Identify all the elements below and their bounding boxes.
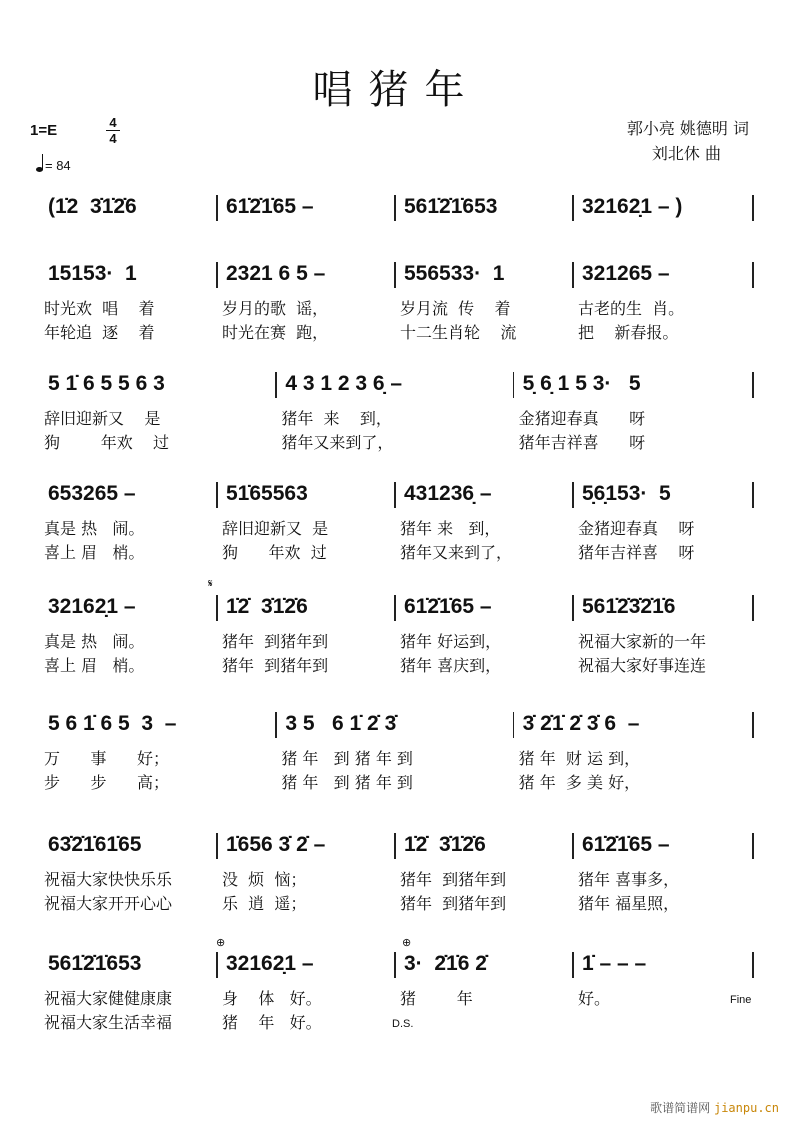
ds-marking: D.S. bbox=[392, 1018, 414, 1030]
lyric-segment: 猪年吉祥喜 呀 bbox=[578, 543, 695, 562]
measure: 653265 – bbox=[48, 482, 136, 505]
barline-end bbox=[752, 482, 754, 508]
measure: 1̇ – – – bbox=[582, 952, 647, 975]
notation-row bbox=[40, 262, 760, 296]
lyric-segment: 步 步 高； bbox=[44, 773, 170, 792]
barline bbox=[216, 952, 218, 978]
lyric-segment: 时光欢 唱 着 bbox=[44, 299, 155, 318]
measure: 431236̣ – bbox=[404, 482, 492, 505]
lyric-segment: 辞旧迎新又 是 bbox=[222, 519, 329, 538]
notation-row bbox=[40, 952, 760, 986]
barline bbox=[572, 833, 574, 859]
lyric-segment: 猪年又来到了， bbox=[281, 433, 394, 452]
segno-icon: 𝄋 bbox=[208, 578, 213, 590]
measure: 5̣ 6̣ 1 5 3· 5 bbox=[522, 372, 641, 395]
measure: 61̇2̇1̇65 – bbox=[226, 195, 314, 218]
lyric-segment: 猪 年 多 美 好， bbox=[518, 773, 641, 792]
tempo-marking bbox=[36, 158, 71, 173]
page-title: 唱猪年 bbox=[312, 67, 481, 113]
barline bbox=[394, 833, 396, 859]
lyric-verse-1 bbox=[40, 746, 760, 770]
barline-end bbox=[752, 262, 754, 288]
measure: 32162̣1 – bbox=[48, 595, 136, 618]
barline bbox=[216, 833, 218, 859]
measure: 1̇2̇ 3̇1̇2̇6 bbox=[404, 833, 486, 856]
tempo-value: = 84 bbox=[45, 158, 71, 173]
barline bbox=[572, 195, 574, 221]
measure: 561̇2̇1̇653 bbox=[404, 195, 498, 218]
lyric-verse-1 bbox=[40, 986, 760, 1010]
lyric-verse-1 bbox=[40, 629, 760, 653]
barline bbox=[216, 262, 218, 288]
lyric-segment: 猪年 喜事多， bbox=[578, 870, 680, 889]
barline bbox=[572, 262, 574, 288]
lyric-segment: 年轮追 逐 着 bbox=[44, 323, 155, 342]
measure: 63̇2̇1̇61̇65 bbox=[48, 833, 142, 856]
system-2 bbox=[40, 262, 760, 344]
lyric-segment: 猪 年 到 猪 年 到 bbox=[281, 773, 413, 792]
measure: 61̇2̇1̇65 – bbox=[404, 595, 492, 618]
lyric-segment: 身 体 好。 bbox=[222, 989, 322, 1008]
measure: 32162̣1 – bbox=[226, 952, 314, 975]
lyric-verse-1 bbox=[40, 406, 760, 430]
lyric-segment: 猪年 来 到， bbox=[400, 519, 501, 538]
lyric-segment: 猪年吉祥喜 呀 bbox=[518, 433, 646, 452]
lyric-segment: 辞旧迎新又 是 bbox=[44, 409, 161, 428]
measure: 5̣6̣153· 5 bbox=[582, 482, 671, 505]
lyric-segment: 祝福大家快快乐乐 bbox=[44, 870, 173, 889]
lyric-segment: 古老的生 肖。 bbox=[578, 299, 685, 318]
barline bbox=[572, 482, 574, 508]
lyric-segment: 喜上 眉 梢。 bbox=[44, 656, 145, 675]
lyric-segment: 祝福大家生活幸福 bbox=[44, 1013, 173, 1032]
barline-end bbox=[752, 712, 754, 738]
lyric-segment: 万 事 好； bbox=[44, 749, 170, 768]
measure: 561̇2̇1̇653 bbox=[48, 952, 142, 975]
barline bbox=[216, 195, 218, 221]
system-4 bbox=[40, 482, 760, 564]
barline bbox=[572, 595, 574, 621]
lyric-segment: 猪年 到猪年到 bbox=[400, 870, 507, 889]
watermark-cn: 歌谱简谱网 bbox=[650, 1101, 711, 1115]
lyricist: 郭小亮 姚德明 词 bbox=[626, 119, 749, 138]
credits bbox=[627, 116, 749, 166]
measure: 561̇2̇3̇2̇1̇6 bbox=[582, 595, 676, 618]
lyric-verse-2 bbox=[40, 891, 760, 915]
lyric-verse-2 bbox=[40, 430, 760, 454]
lyric-segment: 猪年 到猪年到 bbox=[400, 894, 507, 913]
lyric-segment: 狗 年欢 过 bbox=[44, 433, 170, 452]
measure: 321265 – bbox=[582, 262, 670, 285]
lyric-verse-2 bbox=[40, 653, 760, 677]
lyric-segment: 猪 年 财 运 到， bbox=[518, 749, 641, 768]
lyric-segment: 金猪迎春真 呀 bbox=[518, 409, 646, 428]
measure: 4 3 1 2 3 6̣ – bbox=[285, 372, 403, 395]
measure: 32162̣1 – ) bbox=[582, 195, 683, 218]
barline bbox=[394, 482, 396, 508]
lyric-segment: 乐 逍 遥； bbox=[222, 894, 307, 913]
measure: 15153· 1 bbox=[48, 262, 137, 285]
measure: 5 6 1̇ 6 5 3 – bbox=[48, 712, 177, 735]
lyric-segment: 祝福大家好事连连 bbox=[578, 656, 707, 675]
lyric-segment: 岁月流 传 着 bbox=[400, 299, 511, 318]
measure: 556533· 1 bbox=[404, 262, 505, 285]
lyric-segment: 猪年 福星照， bbox=[578, 894, 680, 913]
lyric-segment: 祝福大家健健康康 bbox=[44, 989, 173, 1008]
lyric-segment: 猪 年 好。 bbox=[222, 1013, 322, 1032]
lyric-segment: 猪年 到猪年到 bbox=[222, 632, 329, 651]
lyric-segment: 好。 bbox=[578, 989, 611, 1008]
time-signature-bottom: 4 bbox=[109, 131, 117, 146]
system-7 bbox=[40, 833, 760, 915]
barline bbox=[216, 595, 218, 621]
lyric-segment: 猪年 到猪年到 bbox=[222, 656, 329, 675]
key-signature: 1=E bbox=[30, 122, 58, 139]
lyric-segment: 真是 热 闹。 bbox=[44, 519, 145, 538]
lyric-segment: 真是 热 闹。 bbox=[44, 632, 145, 651]
barline-end bbox=[752, 595, 754, 621]
lyric-segment: 没 烦 恼； bbox=[222, 870, 307, 889]
coda-icon: ⊕ bbox=[402, 937, 412, 949]
barline bbox=[394, 262, 396, 288]
notation-row bbox=[40, 482, 760, 516]
lyric-segment: 猪年又来到了， bbox=[400, 543, 513, 562]
measure: 1̇2̇ 3̇1̇2̇6 bbox=[226, 595, 308, 618]
system-3 bbox=[40, 372, 760, 454]
lyric-segment: 猪年 喜庆到， bbox=[400, 656, 502, 675]
lyric-segment: 金猪迎春真 呀 bbox=[578, 519, 695, 538]
measure: 61̇2̇1̇65 – bbox=[582, 833, 670, 856]
lyric-segment: 时光在赛 跑， bbox=[222, 323, 329, 342]
lyric-verse-1 bbox=[40, 867, 760, 891]
barline bbox=[275, 372, 277, 398]
barline-end bbox=[752, 195, 754, 221]
coda-icon: ⊕ bbox=[216, 937, 226, 949]
lyric-segment: 猪年 好运到， bbox=[400, 632, 502, 651]
barline bbox=[394, 195, 396, 221]
notation-row bbox=[40, 195, 760, 229]
lyric-segment: 祝福大家开开心心 bbox=[44, 894, 173, 913]
lyric-verse-2 bbox=[40, 540, 760, 564]
lyric-segment: 十二生肖轮 流 bbox=[400, 323, 517, 342]
lyric-segment: 猪 年 bbox=[400, 989, 473, 1008]
barline bbox=[394, 595, 396, 621]
notation-row bbox=[40, 372, 760, 406]
barline-end bbox=[752, 372, 754, 398]
barline-end bbox=[752, 952, 754, 978]
notation-row bbox=[40, 833, 760, 867]
system-5 bbox=[40, 595, 760, 677]
barline bbox=[513, 712, 515, 738]
barline bbox=[513, 372, 515, 398]
barline bbox=[216, 482, 218, 508]
system-1 bbox=[40, 195, 760, 229]
lyric-verse-1 bbox=[40, 296, 760, 320]
time-signature bbox=[106, 116, 120, 145]
quarter-note-icon bbox=[36, 167, 43, 172]
lyric-segment: 猪 年 到 猪 年 到 bbox=[281, 749, 413, 768]
measure: 3̇ 2̇1̇ 2̇ 3̇ 6 – bbox=[522, 712, 640, 735]
watermark-site: jianpu.cn bbox=[713, 1101, 779, 1115]
measure: 2321 6 5 – bbox=[226, 262, 326, 285]
measure: 51̇65563 bbox=[226, 482, 308, 505]
lyric-segment: 喜上 眉 梢。 bbox=[44, 543, 145, 562]
lyric-verse-1 bbox=[40, 516, 760, 540]
measure: 3· 2̇1̇6 2̇ bbox=[404, 952, 487, 975]
lyric-segment: 祝福大家新的一年 bbox=[578, 632, 707, 651]
measure: 1̇656 3̇ 2̇ – bbox=[226, 833, 326, 856]
notation-row bbox=[40, 712, 760, 746]
barline-end bbox=[752, 833, 754, 859]
lyric-segment: 岁月的歌 谣， bbox=[222, 299, 329, 318]
lyric-segment: 狗 年欢 过 bbox=[222, 543, 327, 562]
lyric-segment: 猪年 来 到， bbox=[281, 409, 392, 428]
measure: 5 1̇ 6 5 5 6 3 bbox=[48, 372, 165, 395]
lyric-verse-2 bbox=[40, 770, 760, 794]
watermark bbox=[650, 1099, 779, 1116]
barline bbox=[572, 952, 574, 978]
measure: 3 5 6 1̇ 2̇ 3̇ bbox=[285, 712, 397, 735]
lyric-verse-2 bbox=[40, 320, 760, 344]
notation-row bbox=[40, 595, 760, 629]
barline bbox=[394, 952, 396, 978]
time-signature-top: 4 bbox=[109, 115, 117, 130]
lyric-segment: 把 新春报。 bbox=[578, 323, 679, 342]
composer: 刘北休 曲 bbox=[651, 144, 721, 163]
barline bbox=[275, 712, 277, 738]
measure: (1̇2 3̇1̇2̇6 bbox=[48, 195, 137, 218]
system-6 bbox=[40, 712, 760, 794]
fine-marking: Fine bbox=[730, 994, 752, 1006]
